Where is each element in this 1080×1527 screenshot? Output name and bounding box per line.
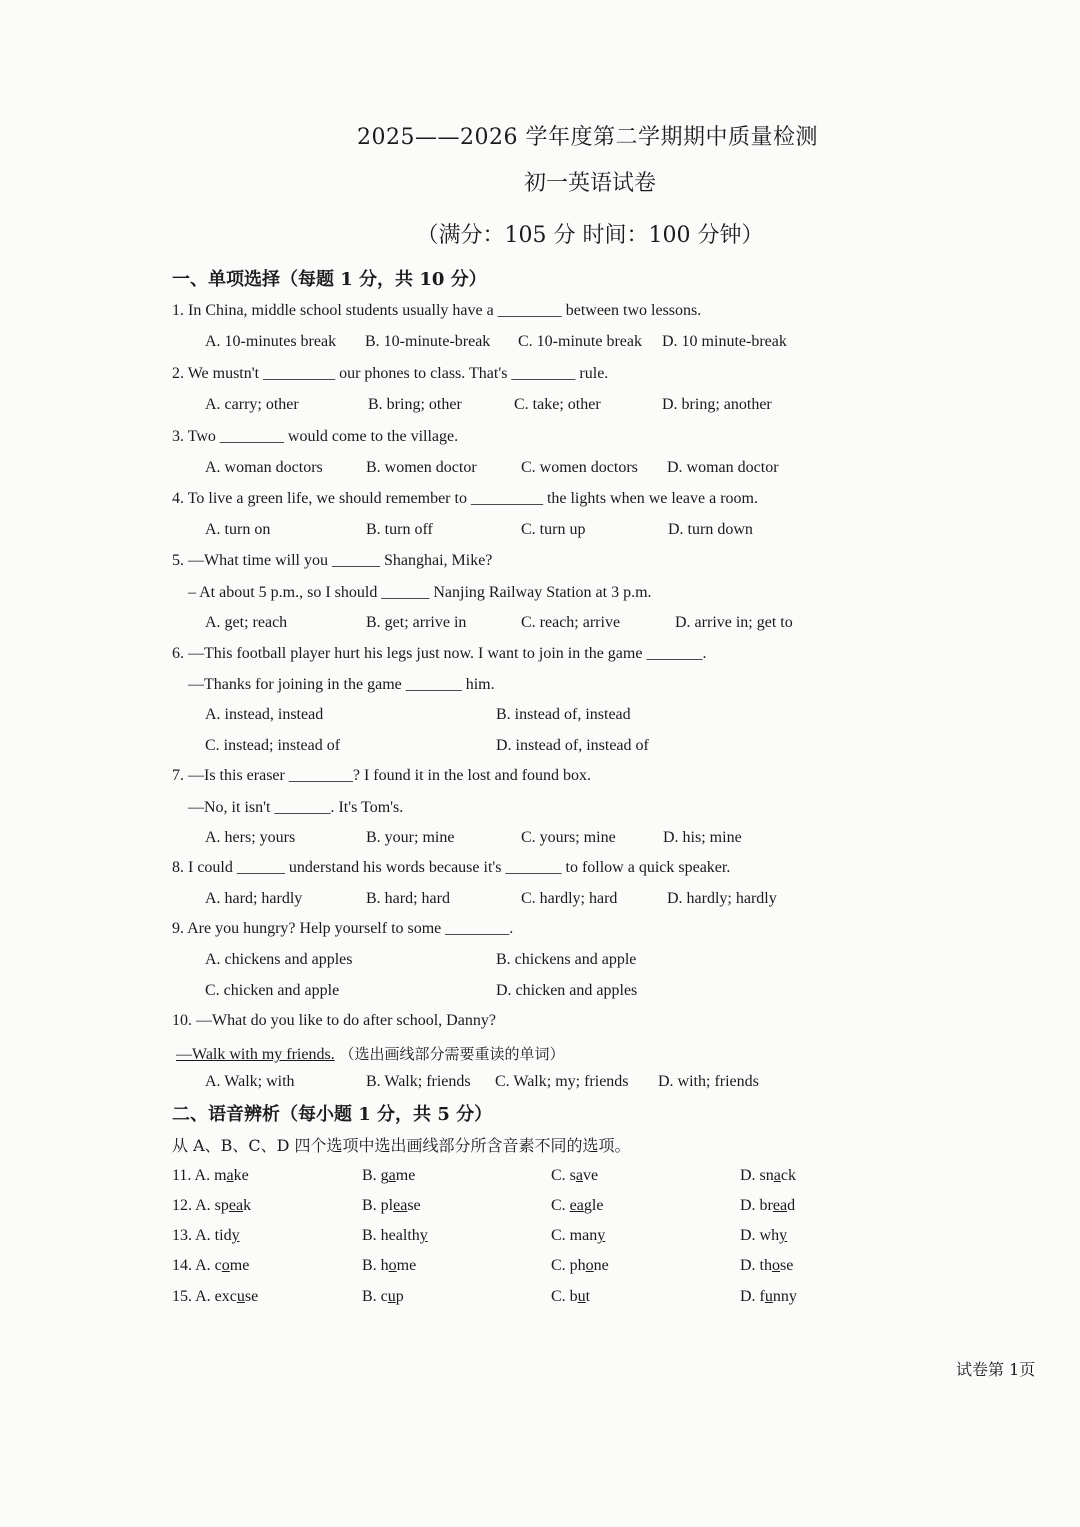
word-part: B. c (362, 1288, 388, 1305)
option: D. his; mine (663, 829, 742, 846)
option: B. Walk; friends (366, 1073, 471, 1090)
option: C. turn up (521, 521, 586, 538)
question-stem-reply: – At about 5 p.m., so I should ______ Nanjing Railway Station at 3 p.m. (188, 584, 652, 601)
question-stem: 5. —What time will you ______ Shanghai, Mike? (172, 552, 493, 569)
underlined-letters: ea (393, 1197, 408, 1214)
option: C. chicken and apple (205, 982, 340, 999)
word-part: D. sn (740, 1167, 774, 1184)
option: D. with; friends (658, 1073, 759, 1090)
option: D. instead of, instead of (496, 737, 649, 754)
question-stem: 10. —What do you like to do after school, Danny? (172, 1012, 496, 1029)
option: A. woman doctors (205, 459, 323, 476)
option: A. Walk; with (205, 1073, 295, 1090)
phonetic-option (172, 1167, 249, 1185)
page-number: 试卷第 1页 (956, 1360, 1036, 1379)
phonetic-option (172, 1288, 258, 1306)
underlined-letters: o (585, 1257, 594, 1274)
option: B. your; mine (366, 829, 455, 846)
option: A. 10-minutes break (205, 333, 337, 350)
phonetic-option (362, 1197, 421, 1215)
underlined-letters: o (221, 1257, 230, 1274)
option: A. turn on (205, 521, 271, 538)
word-part: B. h (362, 1257, 389, 1274)
word-part: me (395, 1167, 416, 1184)
phonetic-option (551, 1167, 598, 1185)
option: B. hard; hard (366, 890, 450, 907)
word-part: t (585, 1288, 591, 1305)
underlined-letters: a (226, 1167, 234, 1184)
phonetic-option (551, 1227, 605, 1245)
phonetic-option (362, 1167, 415, 1185)
option: B. 10-minute-break (365, 333, 491, 350)
question-stem: 3. Two ________ would come to the village. (172, 428, 459, 445)
word-part: ve (583, 1167, 599, 1184)
option: C. Walk; my; friends (495, 1073, 629, 1090)
word-part: D. br (740, 1197, 773, 1214)
phonetic-option (172, 1197, 251, 1215)
question-stem: 7. —Is this eraser ________? I found it in the lost and found box. (172, 767, 592, 784)
word-part: D. wh (740, 1227, 780, 1244)
option: D. woman doctor (667, 459, 779, 476)
word-part: nny (772, 1288, 797, 1305)
word-part: C. b (551, 1288, 578, 1305)
word-part: C. s (551, 1167, 576, 1184)
question-stem: 8. I could ______ understand his words because it's _______ to follow a quick speaker. (172, 859, 731, 876)
exam-meta: （满分：105 分 时间：100 分钟） (416, 223, 764, 248)
word-part: ne (593, 1257, 609, 1274)
phonetic-option (362, 1288, 404, 1306)
section-heading: 二、语音辨析（每小题 1 分，共 5 分） (172, 1104, 493, 1125)
underlined-letters: ea (772, 1197, 788, 1214)
option: A. chickens and apples (205, 951, 353, 968)
option: B. turn off (366, 521, 433, 538)
section-instruction: 从 A、B、C、D 四个选项中选出画线部分所含音素不同的选项。 (172, 1136, 631, 1155)
option: B. women doctor (366, 459, 477, 476)
underlined-letters: y (597, 1227, 606, 1244)
option: D. arrive in; get to (675, 614, 793, 631)
word-part: me (229, 1257, 250, 1274)
underlined-answer: —Walk with my friends. (176, 1046, 335, 1063)
option: C. reach; arrive (521, 614, 621, 631)
word-part: 14. A. c (172, 1257, 222, 1274)
word-part: 13. A. tid (172, 1227, 232, 1244)
word-part: me (396, 1257, 417, 1274)
option: B. instead of, instead (496, 706, 631, 723)
question-stem-reply (176, 1043, 564, 1064)
option: A. instead, instead (205, 706, 324, 723)
word-part: C. ph (551, 1257, 586, 1274)
underlined-letters: y (231, 1227, 240, 1244)
phonetic-option (740, 1288, 797, 1306)
option: B. get; arrive in (366, 614, 467, 631)
word-part: 11. A. m (172, 1167, 227, 1184)
option: C. take; other (514, 396, 601, 413)
phonetic-option (172, 1227, 240, 1245)
question-stem-reply: —Thanks for joining in the game _______ him. (188, 676, 495, 693)
word-part: se (407, 1197, 421, 1214)
question-stem: 4. To live a green life, we should remember to _________ the lights when we leave a room. (172, 490, 758, 507)
phonetic-option (740, 1257, 793, 1275)
option: A. carry; other (205, 396, 299, 413)
exam-subtitle: 初一英语试卷 (523, 171, 656, 196)
option: C. 10-minute break (518, 333, 642, 350)
option: B. bring; other (368, 396, 462, 413)
phonetic-option (172, 1257, 249, 1275)
phonetic-option (551, 1257, 609, 1275)
phonetic-option (740, 1227, 787, 1245)
question-stem: 9. Are you hungry? Help yourself to some ________. (172, 920, 514, 937)
phonetic-option (551, 1197, 603, 1215)
phonetic-option (362, 1227, 428, 1245)
section-heading: 一、单项选择（每题 1 分，共 10 分） (172, 269, 487, 290)
word-part: p (395, 1288, 404, 1305)
word-part: 12. A. sp (172, 1197, 229, 1214)
question-stem: 1. In China, middle school students usually have a ________ between two lessons. (172, 302, 702, 319)
underlined-letters: ea (569, 1197, 584, 1214)
option: C. instead; instead of (205, 737, 341, 754)
option: A. get; reach (205, 614, 288, 631)
underlined-letters: u (387, 1288, 396, 1305)
exam-title: 2025——2026 学年度第二学期期中质量检测 (357, 125, 818, 150)
underlined-letters: u (236, 1288, 245, 1305)
word-part: k (243, 1197, 252, 1214)
phonetic-option (362, 1257, 416, 1275)
option: D. 10 minute-break (662, 333, 787, 350)
word-part: D. th (740, 1257, 772, 1274)
option: D. chicken and apples (496, 982, 638, 999)
word-part: 15. A. exc (172, 1288, 237, 1305)
word-part: ke (233, 1167, 249, 1184)
option: D. turn down (668, 521, 753, 538)
word-part: se (780, 1257, 794, 1274)
option: C. hardly; hard (521, 890, 618, 907)
word-part: C. (551, 1197, 570, 1214)
word-part: D. f (740, 1288, 765, 1305)
underlined-letters: a (388, 1167, 396, 1184)
phonetic-option (551, 1288, 590, 1306)
underlined-letters: u (764, 1288, 773, 1305)
option: C. women doctors (521, 459, 638, 476)
word-part: d (787, 1197, 796, 1214)
question-stem: 2. We mustn't _________ our phones to class. That's ________ rule. (172, 365, 609, 382)
option: B. chickens and apple (496, 951, 637, 968)
underlined-letters: a (773, 1167, 781, 1184)
phonetic-option (740, 1197, 795, 1215)
word-part: C. man (551, 1227, 598, 1244)
phonetic-option (740, 1167, 796, 1185)
question-stem-reply: —No, it isn't _______. It's Tom's. (188, 799, 404, 816)
word-part: B. health (362, 1227, 420, 1244)
option: D. hardly; hardly (667, 890, 777, 907)
option: A. hard; hardly (205, 890, 303, 907)
word-part: ck (780, 1167, 796, 1184)
word-part: B. pl (362, 1197, 394, 1214)
word-part: se (244, 1288, 259, 1305)
underlined-letters: ea (228, 1197, 244, 1214)
question-stem: 6. —This football player hurt his legs just now. I want to join in the game _______. (172, 645, 707, 662)
underlined-letters: o (388, 1257, 397, 1274)
underlined-letters: y (779, 1227, 788, 1244)
option: A. hers; yours (205, 829, 296, 846)
word-part: gle (583, 1197, 604, 1214)
underlined-letters: o (772, 1257, 780, 1274)
instruction-note: （选出画线部分需要重读的单词） (334, 1045, 565, 1063)
underlined-letters: y (419, 1227, 428, 1244)
word-part: B. g (362, 1167, 389, 1184)
underlined-letters: u (577, 1288, 586, 1305)
option: C. yours; mine (521, 829, 616, 846)
underlined-letters: a (575, 1167, 584, 1184)
option: D. bring; another (662, 396, 772, 413)
